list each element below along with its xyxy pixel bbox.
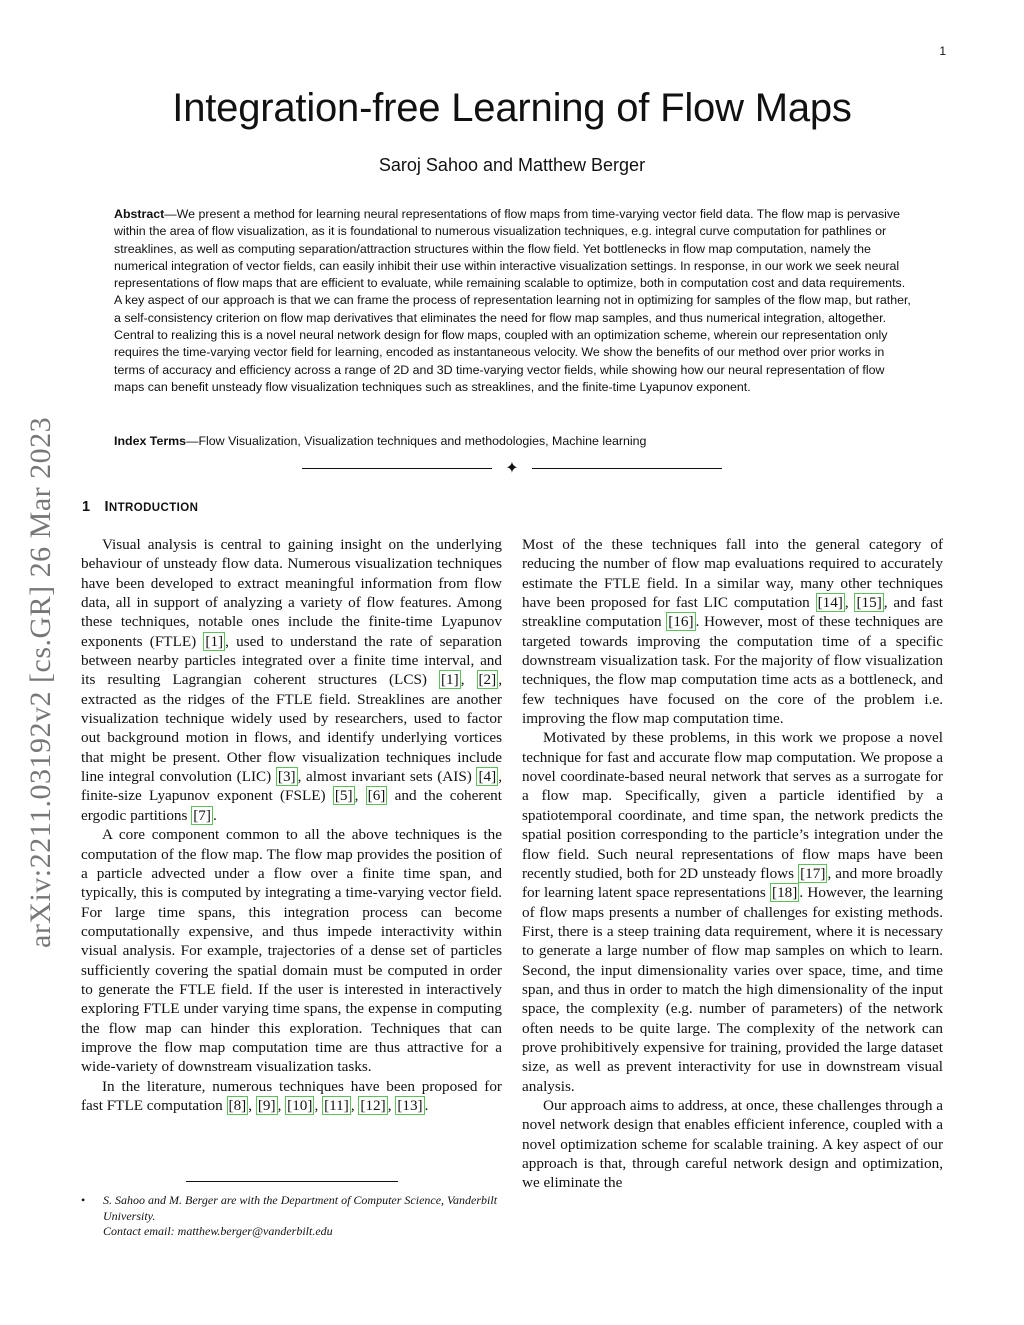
citation-link[interactable]: [7]: [193, 806, 211, 824]
text-run: ,: [844, 594, 855, 612]
citation-link[interactable]: [2]: [478, 671, 497, 689]
right-column: [522, 535, 943, 1193]
footnote: [81, 1193, 502, 1240]
text-run: ,: [248, 1096, 256, 1114]
citation-link[interactable]: [1]: [205, 632, 224, 650]
citation-link[interactable]: [16]: [668, 613, 694, 631]
citation-link[interactable]: [9]: [257, 1096, 276, 1114]
text-run: ,: [314, 1096, 323, 1114]
section-heading: [82, 499, 198, 515]
citation-link[interactable]: [11]: [324, 1096, 349, 1114]
footnote-bullet-icon: •: [81, 1193, 86, 1207]
text-run: .: [424, 1096, 429, 1114]
paragraph: Our approach aims to address, at once, these challenges through a novel network design that enables efficient inference, coupled with a novel optimization scheme for scalable training. A key aspect of our approach is that, through careful network design and optimization, we eliminate the: [522, 1096, 943, 1192]
citation-link[interactable]: [5]: [334, 787, 353, 805]
index-terms-text: —Flow Visualization, Visualization techniques and methodologies, Machine learning: [186, 434, 647, 448]
text-run: ,: [387, 1096, 396, 1114]
text-run: . However, most of these techniques are targeted towards improving the computation time of a specific downstream visualization task. For the majority of flow visualization techniques, the flow map computation time acts as a bottleneck, and few techniques have focused on the core of the problem i.e. improving the flow map computation time.: [522, 613, 943, 728]
index-terms-label: Index Terms: [114, 434, 187, 448]
text-run: Visual analysis is central to gaining insight on the underlying behaviour of unsteady flow data. Numerous visualization techniques have been developed to extract meaningful information from flow data, all in support of analyzing a variety of flow features. Among these techniques, notable ones include the finite-time Lyapunov exponents (FTLE): [81, 536, 502, 650]
text-run: , and fast streakline computation: [522, 594, 944, 631]
paragraph: [81, 1077, 502, 1116]
abstract-label: Abstract: [114, 207, 165, 221]
citation-link[interactable]: [12]: [360, 1096, 386, 1114]
divider-line-left: [302, 468, 492, 469]
paragraph: [522, 535, 943, 728]
text-run: Motivated by these problems, in this work we propose a novel technique for fast and accurate flow map computation. We propose a novel coordinate-based neural network that serves as a surrogate for a flow map. Specifically, given a particle identified by a spatiotemporal coordinate, and time span, the network predicts the spatial position corresponding to the particle’s integration under the flow field. Such neural representations of flow maps have been recently studied, both for 2D unsteady flows: [522, 729, 943, 882]
citation-link[interactable]: [1]: [440, 671, 459, 689]
citation-link[interactable]: [17]: [800, 864, 826, 882]
section-title-rest: NTRODUCTION: [108, 502, 199, 514]
citation-link[interactable]: [15]: [856, 594, 882, 612]
section-divider: [302, 459, 722, 479]
paper-authors: Saroj Sahoo and Matthew Berger: [378, 155, 646, 175]
text-run: .: [212, 806, 217, 824]
citation-link[interactable]: [6]: [367, 787, 386, 805]
text-run: , almost invariant sets (AIS): [297, 768, 477, 786]
text-run: ,: [460, 671, 477, 689]
text-run: ,: [350, 1096, 359, 1114]
section-title-initial: I: [104, 499, 109, 515]
text-run: ,: [354, 787, 366, 805]
page-number: 1: [939, 44, 946, 58]
text-run: , and more broadly for learning latent space representations: [522, 864, 943, 902]
text-run: . However, the learning of flow maps presents a number of challenges for existing methods. First, there is a steep training data requirement, where it is necessary to generate a large number of flow map samples on which to learn. Second, the input dimensionality varies over space, time, and time span, and thus in order to match the high dimensionality of the input space, the complexity (e.g. number of parameters) of the network often needs to be quite large. The complexity of the network can prove prohibitively expensive for training, provided the large dataset size, as well as prevent interactivity for use in downstream visual analysis.: [522, 884, 943, 1095]
text-run: ,: [277, 1096, 286, 1114]
text-run: In the literature, numerous techniques have been proposed for fast FTLE computation: [81, 1077, 502, 1114]
abstract-text: —We present a method for learning neural representations of flow maps from time-varying vector field data. The flow map is pervasive within the area of flow visualization, as it is foundational to numerous visualization techniques, e.g. integral curve computation for pathlines or streaklines, as well as computing separation/attraction structures within the flow field. Yet bottlenecks in flow map computation, namely the numerical integration of vector fields, can easily inhibit their use within interactive visualization settings. In response, in our work we seek neural representations of flow maps that are efficient to evaluate, while remaining scalable to optimize, both in computation cost and data requirements. A key aspect of our approach is that we can frame the process of representation learning not in optimizing for samples of the flow map, but rather, a self-consistency criterion on flow map derivatives that eliminates the need for flow map samples, and thus numerical integration, altogether. Central to realizing this is a novel neural network design for flow maps, coupled with an optimization scheme, wherein our representation only requires the time-varying vector field for learning, encoded as instantaneous velocity. We show the benefits of our method over prior works in terms of accuracy and efficiency across a range of 2D and 3D time-varying vector fields, while showing how our neural representation of flow maps can benefit unsteady flow visualization techniques such as streaklines, and the finite-time Lyapunov exponent.: [114, 207, 911, 394]
paragraph: [522, 728, 943, 1096]
footnote-rule: [186, 1181, 398, 1182]
text-run: Most of the these techniques fall into the general category of reducing the number of flow map evaluations required to accurately estimate the FTLE field. In a similar way, many other techniques have been proposed for fast LIC computation: [522, 536, 943, 612]
citation-link[interactable]: [10]: [287, 1096, 313, 1114]
text-run: , extracted as the ridges of the FTLE field. Streaklines are another visualization technique widely used by researchers, used to factor out background motion in flows, and identify underlying vortices that might be present. Other flow visualization techniques include line integral convolution (LIC): [81, 671, 503, 786]
citation-link[interactable]: [18]: [772, 884, 798, 902]
citation-link[interactable]: [14]: [817, 594, 843, 612]
citation-link[interactable]: [13]: [397, 1096, 423, 1114]
footnote-affiliation: S. Sahoo and M. Berger are with the Department of Computer Science, Vanderbilt University.: [103, 1193, 498, 1223]
divider-star-icon: ✦: [505, 460, 519, 477]
arxiv-stamp: arXiv:2211.03192v2 [cs.GR] 26 Mar 2023: [24, 416, 57, 948]
citation-link[interactable]: [8]: [228, 1096, 247, 1114]
citation-link[interactable]: [4]: [478, 768, 497, 786]
paper-title: Integration-free Learning of Flow Maps: [172, 86, 852, 130]
divider-line-right: [532, 468, 722, 469]
section-number: 1: [82, 499, 91, 515]
text-run: , used to understand the rate of separation between nearby particles integrated over a finite time interval, and its resulting Lagrangian coherent structures (LCS): [81, 632, 502, 689]
left-column: [81, 535, 502, 1115]
index-terms: [114, 433, 914, 450]
text-run: , finite-size Lyapunov exponent (FSLE): [81, 768, 502, 805]
paragraph: A core component common to all the above techniques is the computation of the flow map. The flow map provides the position of a particle advected under a flow over a finite time span, and typically, this is computed by integrating a time-varying vector field. For large time spans, this integration process can become computationally expensive, and thus impede interactivity within visual analysis. For example, trajectories of a dense set of particles sufficiently covering the spatial domain must be computed in order to generate the FTLE field. If the user is interested in interactively exploring FTLE under varying time spans, the expense in computing the flow map can hinder this exploration. Techniques that can improve the flow map computation time are thus attractive for a wide-variety of downstream visualization tasks.: [81, 826, 502, 1076]
citation-link[interactable]: [3]: [277, 768, 296, 786]
paragraph: [81, 535, 502, 825]
abstract: [114, 206, 914, 396]
text-run: and the coherent ergodic partitions: [81, 787, 503, 824]
footnote-contact: Contact email: matthew.berger@vanderbilt.edu: [103, 1224, 333, 1238]
